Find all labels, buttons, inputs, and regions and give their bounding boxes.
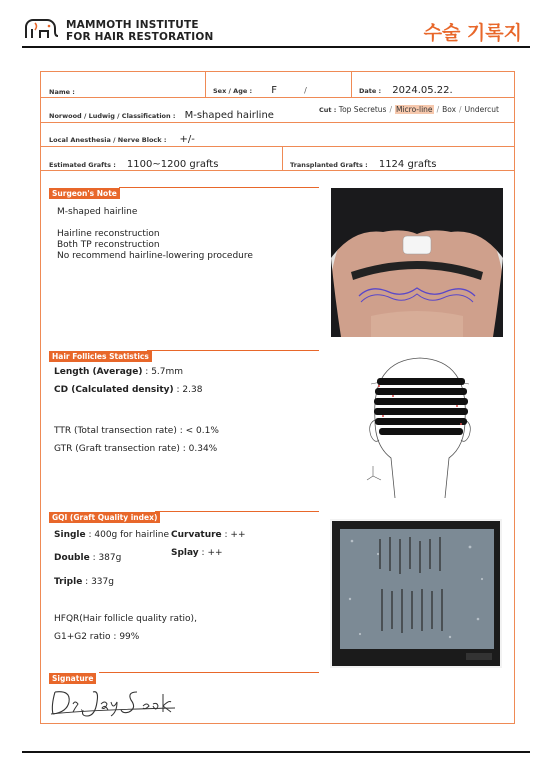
stat-length-value: : 5.7mm: [142, 367, 184, 377]
gqi-hfqr-label: HFQR(Hair follicle quality ratio),: [54, 614, 197, 624]
page-title: 수술 기록지: [423, 22, 522, 44]
stat-ttr: [54, 426, 219, 436]
note-line-3: Both TP reconstruction: [57, 240, 160, 250]
footer-rule: [22, 751, 530, 753]
estimated-grafts-value: 1100~1200 grafts: [126, 159, 219, 170]
gqi-double-label: Double: [54, 553, 90, 563]
donor-area-diagram: [353, 350, 487, 500]
stat-cd: [54, 385, 202, 395]
transplanted-grafts-field: [290, 152, 437, 171]
stat-gtr-label: GTR (Graft transection rate): [54, 444, 180, 454]
signature-tag: Signature: [49, 673, 96, 684]
cut-option-micro-line: Micro-line: [395, 105, 433, 114]
graft-monitor-photo: [330, 519, 502, 668]
org-name-line1: MAMMOTH INSTITUTE: [66, 19, 199, 31]
gqi-single-value: : 400g for hairline: [85, 530, 170, 540]
gqi-splay: [171, 548, 223, 558]
date-value: 2024.05.22.: [392, 85, 453, 96]
gqi-double-value: : 387g: [89, 553, 122, 563]
gqi-single-label: Single: [54, 530, 86, 540]
stat-ttr-value: : < 0.1%: [176, 426, 219, 436]
gqi-splay-label: Splay: [171, 548, 199, 558]
signature-image: [45, 684, 195, 720]
gqi-header: [49, 505, 319, 524]
sex-age-label: Sex / Age :: [213, 87, 253, 95]
note-line-4: No recommend hairline-lowering procedure: [57, 251, 253, 261]
transplanted-grafts-value: 1124 grafts: [378, 159, 437, 170]
follicle-stats-tag: Hair Follicles Statistics: [49, 351, 152, 362]
stat-cd-label: CD (Calculated density): [54, 385, 174, 395]
sex-age-separator: /: [304, 86, 307, 95]
note-line-1: M-shaped hairline: [57, 207, 138, 217]
name-label: Name :: [49, 88, 75, 96]
gqi-hfqr: [54, 614, 197, 624]
stat-cd-value: : 2.38: [173, 385, 203, 395]
surgeon-note-tag: Surgeon's Note: [49, 188, 120, 199]
cut-option-box: Box: [442, 105, 457, 114]
transplanted-grafts-label: Transplanted Grafts :: [290, 161, 368, 169]
name-field: [49, 79, 75, 98]
gqi-splay-value: : ++: [198, 548, 223, 558]
org-name-line2: FOR HAIR RESTORATION: [66, 31, 214, 43]
gqi-double: [54, 553, 121, 563]
note-line-2: Hairline reconstruction: [57, 229, 160, 239]
date-label: Date :: [359, 87, 382, 95]
gqi-triple-value: : 337g: [82, 577, 114, 587]
follicle-stats-header: [49, 344, 319, 363]
norwood-value: M-shaped hairline: [184, 110, 274, 121]
patient-info-form: [40, 71, 515, 724]
cut-label: Cut :: [319, 106, 337, 114]
stat-gtr-value: : 0.34%: [179, 444, 218, 454]
header-rule: [22, 46, 530, 48]
gqi-curvature-label: Curvature: [171, 530, 222, 540]
sex-age-field: [213, 78, 307, 97]
anesthesia-label: Local Anesthesia / Nerve Block :: [49, 136, 167, 144]
gqi-triple: [54, 577, 114, 587]
norwood-label: Norwood / Ludwig / Classification :: [49, 112, 176, 120]
gqi-single: [54, 530, 169, 540]
gqi-curvature: [171, 530, 246, 540]
stat-gtr: [54, 444, 217, 454]
stat-length: [54, 367, 183, 377]
sex-value: F: [271, 85, 277, 96]
surgeon-note-text: [57, 207, 253, 262]
gqi-tag: GQI (Graft Quality index): [49, 512, 160, 523]
gqi-curvature-value: : ++: [221, 530, 246, 540]
stat-length-label: Length (Average): [54, 367, 143, 377]
gqi-triple-label: Triple: [54, 577, 83, 587]
signature-header: [49, 666, 319, 685]
logo: [22, 18, 62, 40]
norwood-field: [49, 103, 274, 122]
surgeon-note-header: [49, 181, 319, 200]
gqi-g1g2: [54, 632, 139, 642]
stat-ttr-label: TTR (Total transection rate): [54, 426, 177, 436]
anesthesia-field: [49, 127, 195, 146]
gqi-g1g2-value: : 99%: [110, 632, 140, 642]
hairline-photo: [331, 188, 503, 337]
estimated-grafts-field: [49, 152, 218, 171]
elephant-logo-icon: [22, 18, 62, 40]
cut-option-undercut: Undercut: [464, 105, 499, 114]
cut-options: Cut : Top Secretus / Micro-line / Box / Undercut: [319, 105, 499, 114]
date-field: [359, 78, 453, 97]
anesthesia-value: +/-: [179, 134, 195, 145]
org-name: [66, 19, 214, 43]
estimated-grafts-label: Estimated Grafts :: [49, 161, 116, 169]
cut-option-top-secretus: Top Secretus: [338, 105, 387, 114]
gqi-g1g2-label: G1+G2 ratio: [54, 632, 111, 642]
